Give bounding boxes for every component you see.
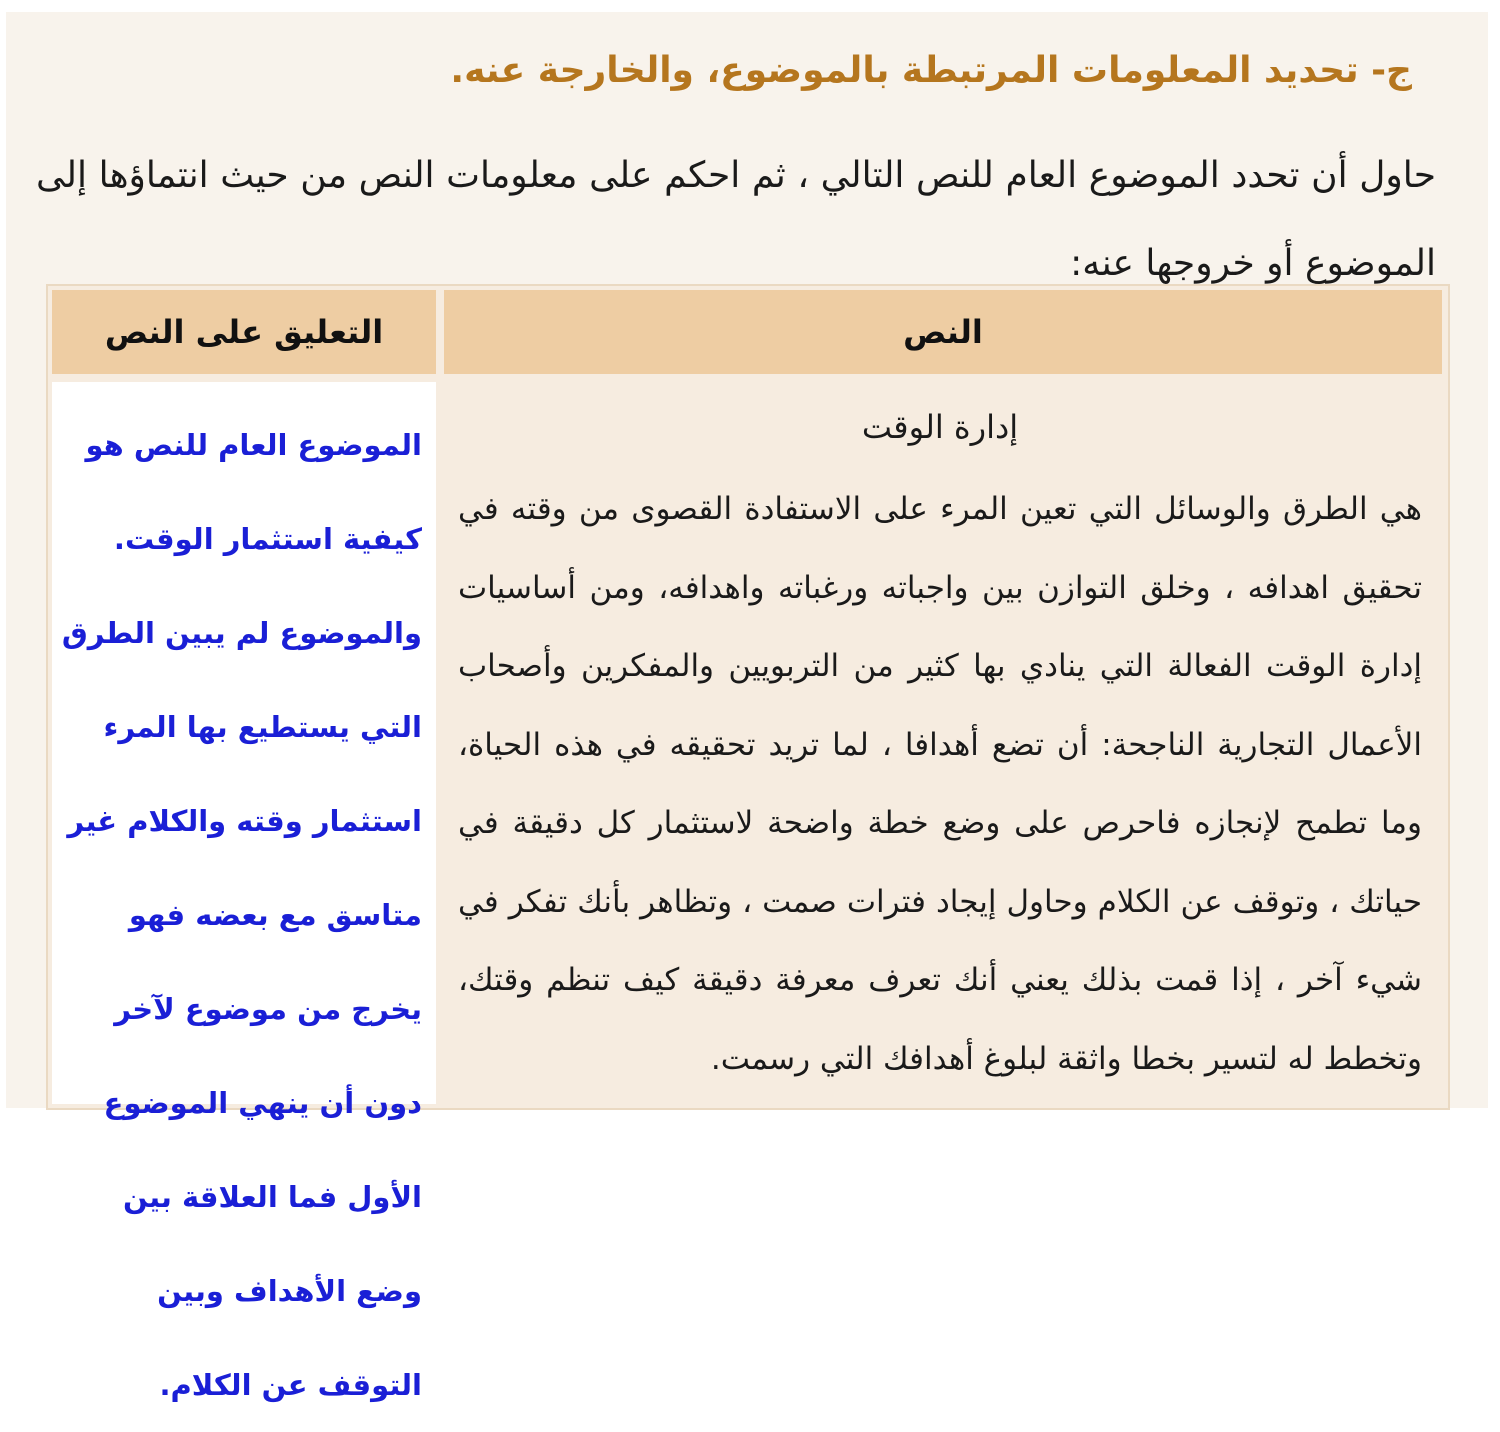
text-column-header: النص [444,290,1442,374]
text-cell [444,382,1442,1104]
instruction-text: حاول أن تحدد الموضوع العام للنص التالي ، ثم احكم على معلومات النص من حيث انتماؤها إلى الموضوع أو خروجها عنه: [36,155,1436,284]
comment-column-header: التعليق على النص [52,290,436,374]
page [6,12,1488,1402]
comment-text: الموضوع العام للنص هو كيفية استثمار الوقت. والموضوع لم يبين الطرق التي يستطيع بها المرء استثمار وقته والكلام غير متاسق مع بعضه فهو يخرج من موضوع لآخر دون أن ينهي الموضوع الأول فما العلاقة بين وضع الأهداف وبين التوقف عن الكلام. [61,428,422,1402]
comment-cell [52,382,436,1402]
section-heading: ج- تحديد المعلومات المرتبطة بالموضوع، والخارجة عنه. [450,50,1412,91]
passage-title: إدارة الوقت [861,408,1019,446]
passage-body: هي الطرق والوسائل التي تعين المرء على الاستفادة القصوى من وقته في تحقيق اهدافه ، وخلق التوازن بين واجباته ورغباته واهدافه، ومن أساسيات إدارة الوقت الفعالة التي ينادي بها كثير من التربويين والمفكرين وأصحاب الأعمال التجارية الناجحة: أن تضع أهدافا ، لما تريد تحقيقه في هذه الحياة، وما تطمح لإنجازه فاحرص على وضع خطة واضحة لاستثمار كل دقيقة في حياتك ، وتوقف عن الكلام وحاول إيجاد فترات صمت ، وتظاهر بأنك تفكر في شيء آخر ، إذا قمت بذلك يعني أنك تعرف معرفة دقيقة كيف تنظم وقتك، وتخطط له لتسير بخطا واثقة لبلوغ أهدافك التي رسمت. [458,491,1422,1077]
analysis-table [46,284,1450,1402]
